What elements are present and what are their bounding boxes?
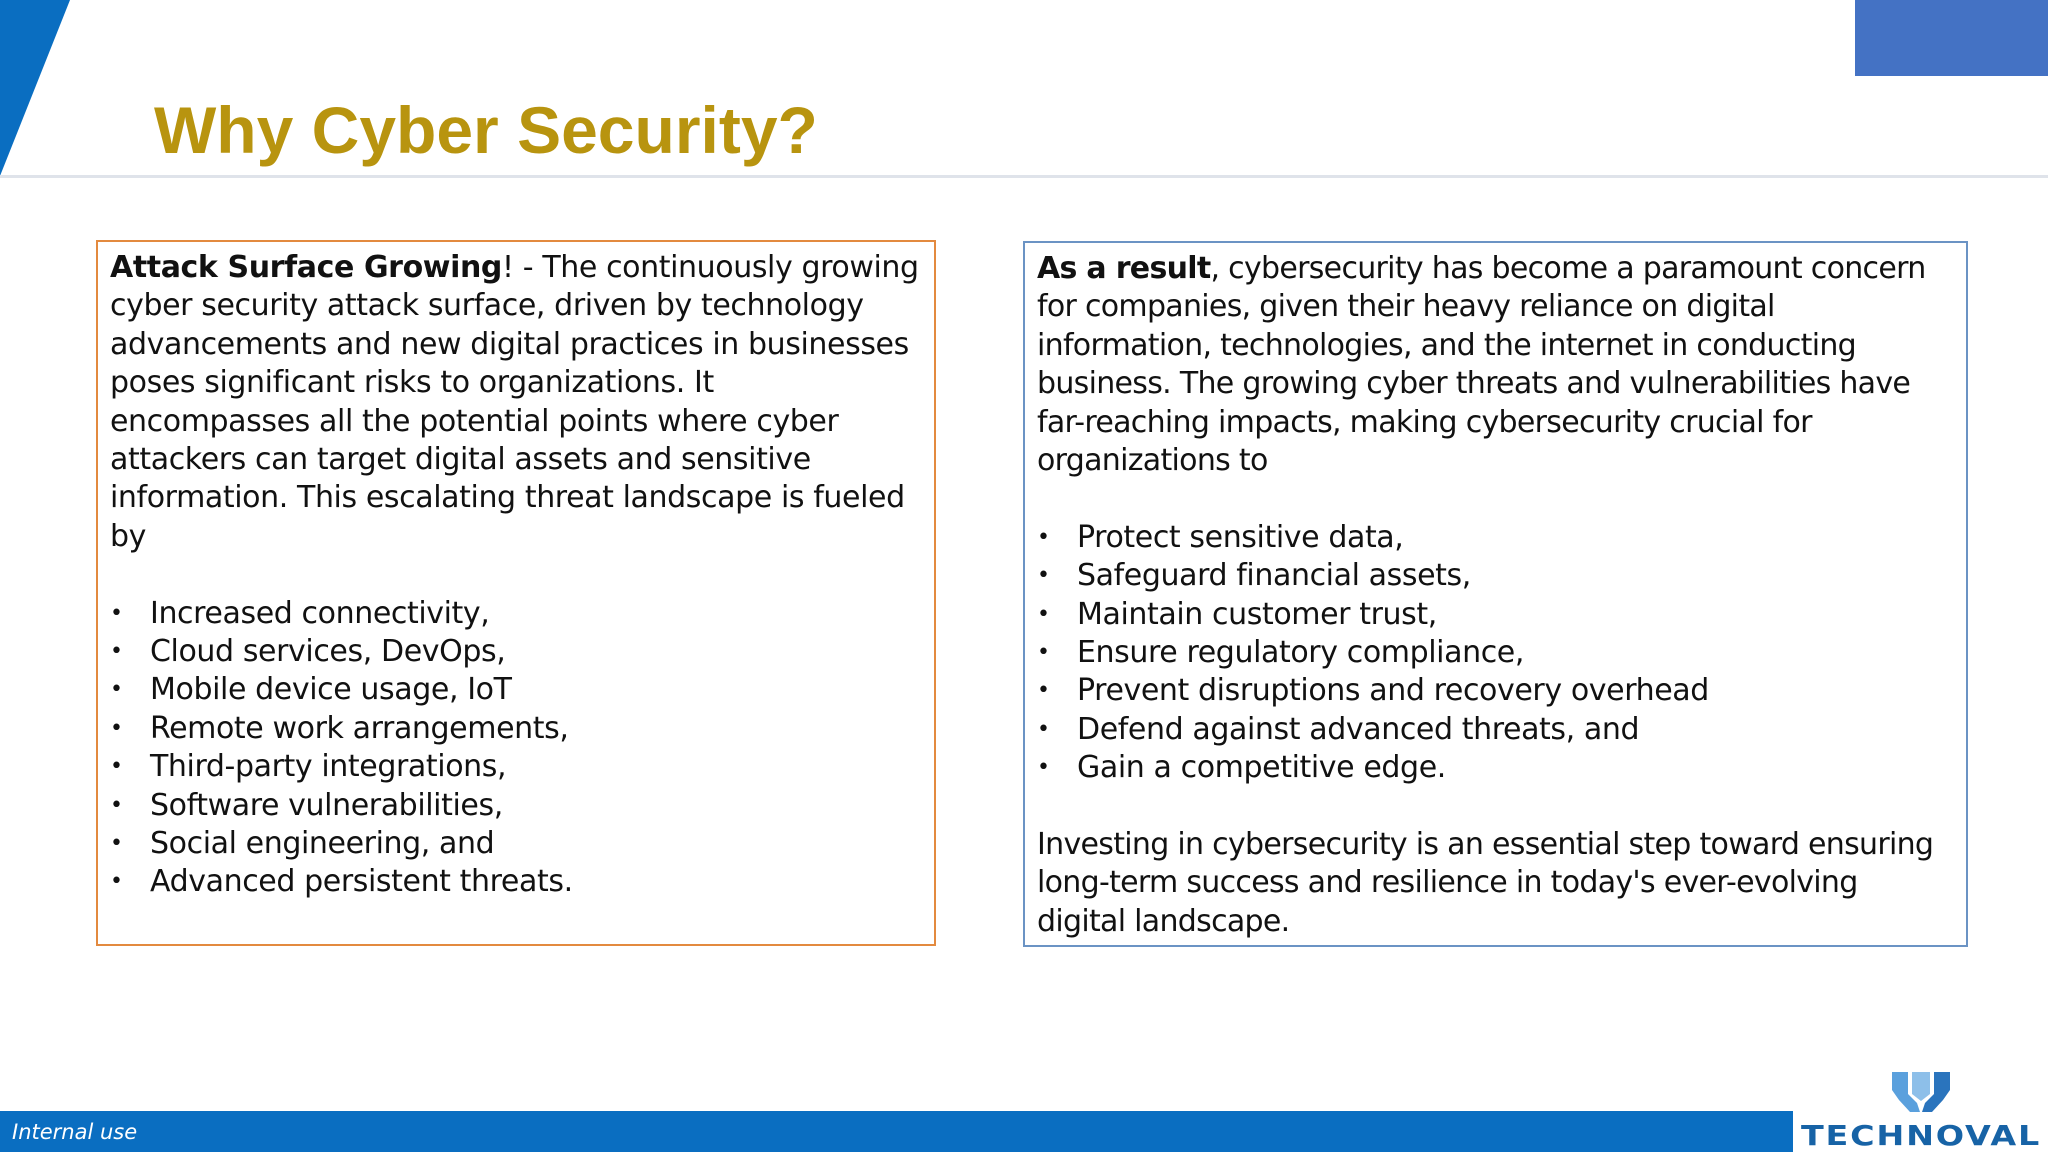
technoval-logo <box>1798 1068 2044 1152</box>
bullet-icon: • <box>110 677 123 703</box>
bullet-icon: • <box>110 869 123 895</box>
list-item <box>110 595 922 633</box>
list-item <box>1037 711 1954 749</box>
list-item-text: Cloud services, DevOps, <box>150 634 506 670</box>
list-item-text: Ensure regulatory compliance, <box>1077 635 1524 671</box>
list-item-text: Maintain customer trust, <box>1077 596 1437 632</box>
bullet-icon: • <box>110 600 123 626</box>
bullet-icon: • <box>1037 524 1050 550</box>
list-item-text: Protect sensitive data, <box>1077 519 1404 555</box>
list-item <box>110 710 922 748</box>
attack-surface-panel <box>96 240 936 946</box>
list-item <box>110 863 922 901</box>
bullet-icon: • <box>110 754 123 780</box>
list-item <box>1037 672 1954 710</box>
left-accent-wedge <box>0 0 70 176</box>
attack-surface-body: ! - The continuously growing cyber security attack surface, driven by technology advancements and new digital practices in businesses poses significant risks to organizations. It encompasses all the potential points where cyber attackers can target digital assets and sensitive information. This escalating threat landscape is fueled by <box>110 250 919 554</box>
list-item-text: Prevent disruptions and recovery overhead <box>1077 673 1709 709</box>
list-item <box>110 787 922 825</box>
list-item-text: Gain a competitive edge. <box>1077 750 1446 786</box>
as-a-result-lead: As a result <box>1037 251 1211 286</box>
as-a-result-closing: Investing in cybersecurity is an essential step toward ensuring long-term success and resilience in today's ever-evolving digital landscape. <box>1037 827 1934 939</box>
list-item-text: Third-party integrations, <box>150 749 507 785</box>
attack-surface-lead: Attack Surface Growing <box>110 250 503 285</box>
left-accent-shape <box>0 0 70 176</box>
list-item <box>1037 557 1954 595</box>
attack-surface-list <box>110 595 922 902</box>
bullet-icon: • <box>1037 563 1050 589</box>
as-a-result-body: , cybersecurity has become a paramount concern for companies, given their heavy reliance on digital information, technologies, and the internet in conducting business. The growing cyber threats and vulnerabilities have far-reaching impacts, making cybersecurity crucial for organizations to <box>1037 251 1926 479</box>
list-item <box>1037 634 1954 672</box>
bullet-icon: • <box>110 639 123 665</box>
list-item <box>1037 596 1954 634</box>
bullet-icon: • <box>1037 640 1050 666</box>
list-item-text: Defend against advanced threats, and <box>1077 711 1640 747</box>
list-item <box>1037 749 1954 787</box>
logo-wordmark: TECHNOVAL <box>1801 1119 2041 1152</box>
list-item <box>110 671 922 709</box>
bullet-icon: • <box>1037 716 1050 742</box>
bullet-icon: • <box>110 715 123 741</box>
list-item <box>110 825 922 863</box>
list-item-text: Increased connectivity, <box>150 595 490 631</box>
list-item <box>110 633 922 671</box>
logo-center-v <box>1912 1072 1930 1101</box>
as-a-result-panel <box>1023 241 1968 947</box>
as-a-result-list <box>1037 519 1954 788</box>
list-item-text: Advanced persistent threats. <box>150 864 573 900</box>
list-item-text: Social engineering, and <box>150 826 495 862</box>
footer-bar <box>0 1111 1793 1152</box>
title-divider <box>0 175 2048 178</box>
list-item <box>1037 519 1954 557</box>
bullet-icon: • <box>110 831 123 857</box>
bullet-icon: • <box>1037 755 1050 781</box>
list-item-text: Remote work arrangements, <box>150 710 569 746</box>
list-item-text: Safeguard financial assets, <box>1077 558 1471 594</box>
bullet-icon: • <box>110 792 123 818</box>
bullet-icon: • <box>1037 601 1050 627</box>
list-item <box>110 748 922 786</box>
as-a-result-intro <box>1037 250 1954 480</box>
technoval-logo-graphic <box>1798 1068 2044 1152</box>
bullet-icon: • <box>1037 678 1050 704</box>
attack-surface-intro <box>110 249 922 556</box>
list-item-text: Mobile device usage, IoT <box>150 672 512 708</box>
slide-title: Why Cyber Security? <box>154 93 818 167</box>
list-item-text: Software vulnerabilities, <box>150 787 503 823</box>
top-right-accent-block <box>1855 0 2048 76</box>
footer-label: Internal use <box>12 1120 138 1144</box>
